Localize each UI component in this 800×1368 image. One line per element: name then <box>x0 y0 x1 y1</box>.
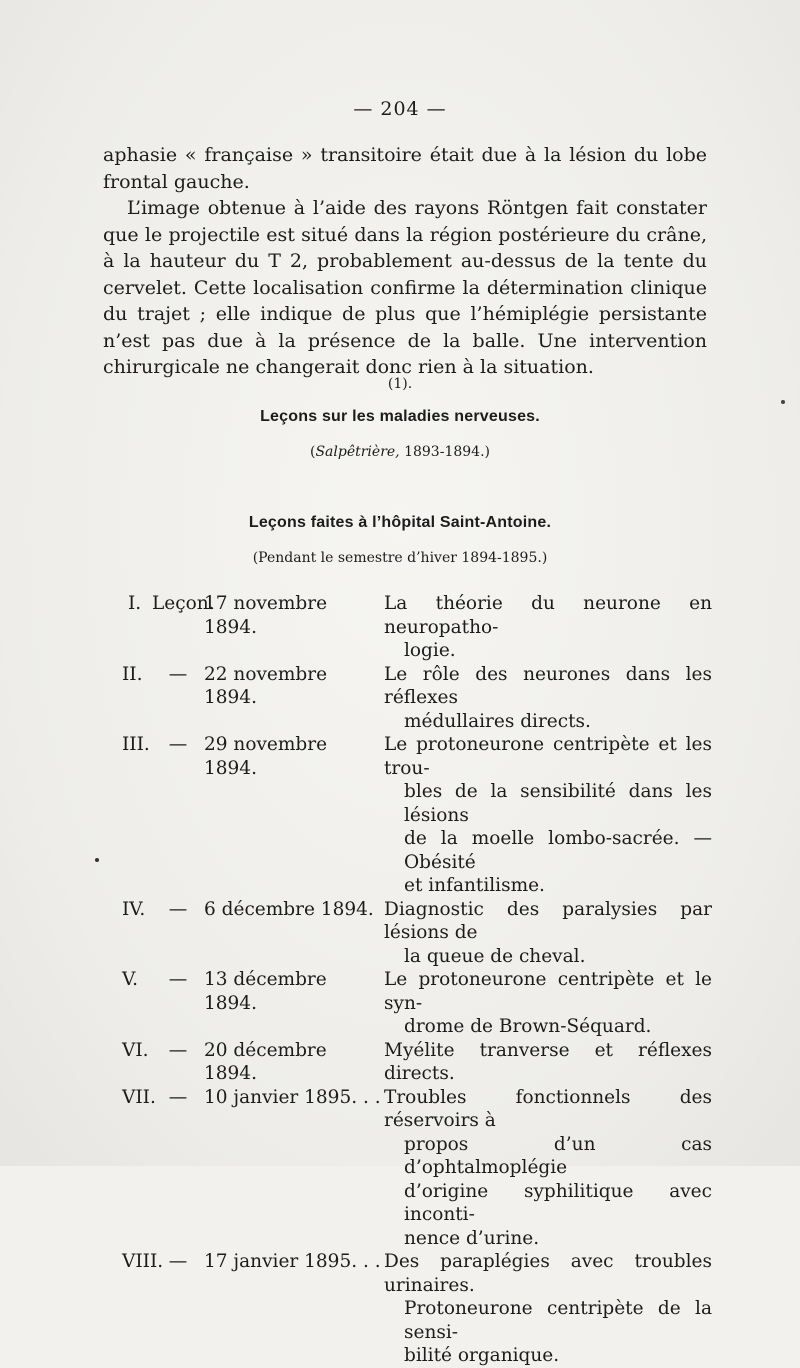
body-text <box>103 142 707 381</box>
lesson-title-continued: d’origine syphilitique avec inconti- <box>404 1180 712 1225</box>
lesson-mark: — <box>168 969 188 990</box>
lesson-number: VII. <box>122 1086 156 1108</box>
lesson-row <box>100 592 712 639</box>
lesson-mark: — <box>168 734 188 755</box>
section-2-subtitle: (Pendant le semestre d’hiver 1894-1895.) <box>252 550 548 566</box>
lesson-row-continued <box>100 945 712 969</box>
lesson-date: 10 janvier 1895. . . <box>204 1086 381 1108</box>
lesson-number: V. <box>122 969 139 990</box>
lesson-row-continued <box>100 710 712 734</box>
lesson-mark: — <box>168 898 188 920</box>
lesson-title: Myélite tranverse et réflexes directs. <box>384 1039 712 1084</box>
lesson-row <box>100 1039 712 1086</box>
lesson-mark: Leçon. <box>152 593 215 614</box>
lesson-row <box>100 733 712 780</box>
section-1-subtitle: (Salpêtrière, 1893-1894.) <box>309 444 490 460</box>
footnote-call: (1). <box>387 376 413 392</box>
lesson-number: VI. <box>122 1039 149 1061</box>
lesson-date: 17 novembre 1894. <box>204 593 328 638</box>
section-1-title: Leçons sur les maladies nerveuses. <box>260 408 540 425</box>
lesson-mark: — <box>168 1086 188 1108</box>
lesson-row-continued <box>100 1227 712 1251</box>
lesson-title-continued: Protoneurone centripète de la sensi- <box>404 1298 712 1343</box>
lessons-list <box>100 592 712 1368</box>
lesson-title: La théorie du neurone en neuropatho- <box>384 593 712 638</box>
lesson-mark: — <box>168 663 188 685</box>
lesson-date: 13 décembre 1894. <box>204 969 327 1014</box>
lesson-number: III. <box>122 734 150 755</box>
lesson-row-continued <box>100 639 712 663</box>
lesson-row-continued <box>100 874 712 898</box>
lesson-row <box>100 968 712 1015</box>
lesson-row <box>100 1086 712 1133</box>
lesson-title: Des paraplégies avec troubles urinaires. <box>384 1251 712 1296</box>
paragraph-2: L’image obtenue à l’aide des rayons Röntgen fait constater que le projectile est situé dans la région postérieure du crâne, à la hauteur du T 2, probablement au-dessus de la tente du cervelet. Cette localisation confirme la détermination clinique du trajet ; elle indique de plus que l’hémiplégie persistante n’est pas due à la présence de la balle. Une intervention chirurgicale ne changerait donc rien à la situation. <box>103 197 707 378</box>
lesson-row <box>100 898 712 945</box>
lesson-title-continued: et infantilisme. <box>404 875 545 896</box>
lesson-title-continued: nence d’urine. <box>404 1227 540 1249</box>
lesson-title: Le protoneurone centripète et le syn- <box>384 969 712 1014</box>
lesson-title: Le protoneurone centripète et les trou- <box>384 734 712 779</box>
lesson-row-continued <box>100 780 712 827</box>
paragraph-1: aphasie « française » transitoire était due à la lésion du lobe frontal gauche. <box>103 144 707 193</box>
lesson-row-continued <box>100 1180 712 1227</box>
section-1-place: Salpêtrière, <box>315 444 400 460</box>
lesson-number: II. <box>122 663 143 685</box>
section-1-years: 1893-1894. <box>404 444 485 460</box>
lesson-title-continued: propos d’un cas d’ophtalmoplégie <box>404 1133 712 1178</box>
lesson-title-continued: logie. <box>404 640 456 661</box>
margin-speck <box>781 400 785 404</box>
lesson-row <box>100 663 712 710</box>
lesson-title: Troubles fonctionnels des réservoirs à <box>384 1086 712 1131</box>
lesson-title-continued: de la moelle lombo-sacrée. — Obésité <box>404 828 712 873</box>
lesson-row-continued <box>100 1015 712 1039</box>
lesson-row-continued <box>100 1297 712 1344</box>
lesson-title: Diagnostic des paralysies par lésions de <box>384 898 712 943</box>
lesson-date: 22 novembre 1894. <box>204 663 328 708</box>
lesson-title-continued: médullaires directs. <box>404 710 591 732</box>
lesson-title-continued: drome de Brown-Séquard. <box>404 1016 652 1037</box>
lesson-title-continued: bilité organique. <box>404 1345 560 1366</box>
lesson-mark: — <box>168 1039 188 1061</box>
lesson-number: IV. <box>122 898 146 920</box>
lesson-date: 20 décembre 1894. <box>204 1039 327 1084</box>
lesson-title-continued: la queue de cheval. <box>404 945 586 967</box>
lesson-date: 6 décembre 1894. <box>204 898 374 920</box>
lesson-title: Le rôle des neurones dans les réflexes <box>384 663 712 708</box>
lesson-date: 29 novembre 1894. <box>204 734 328 779</box>
lesson-title-continued: bles de la sensibilité dans les lésions <box>404 781 712 826</box>
lesson-date: 17 janvier 1895. . . <box>204 1251 381 1272</box>
lesson-row-continued <box>100 827 712 874</box>
page-number: — 204 — <box>353 98 447 120</box>
lesson-number: VIII. <box>122 1251 164 1272</box>
lesson-number: I. <box>128 593 142 614</box>
margin-dot <box>95 858 99 862</box>
lesson-row <box>100 1250 712 1297</box>
lesson-row-continued <box>100 1344 712 1368</box>
lesson-mark: — <box>168 1251 188 1272</box>
lesson-row-continued <box>100 1133 712 1180</box>
section-2-title: Leçons faites à l’hôpital Saint-Antoine. <box>248 514 552 531</box>
